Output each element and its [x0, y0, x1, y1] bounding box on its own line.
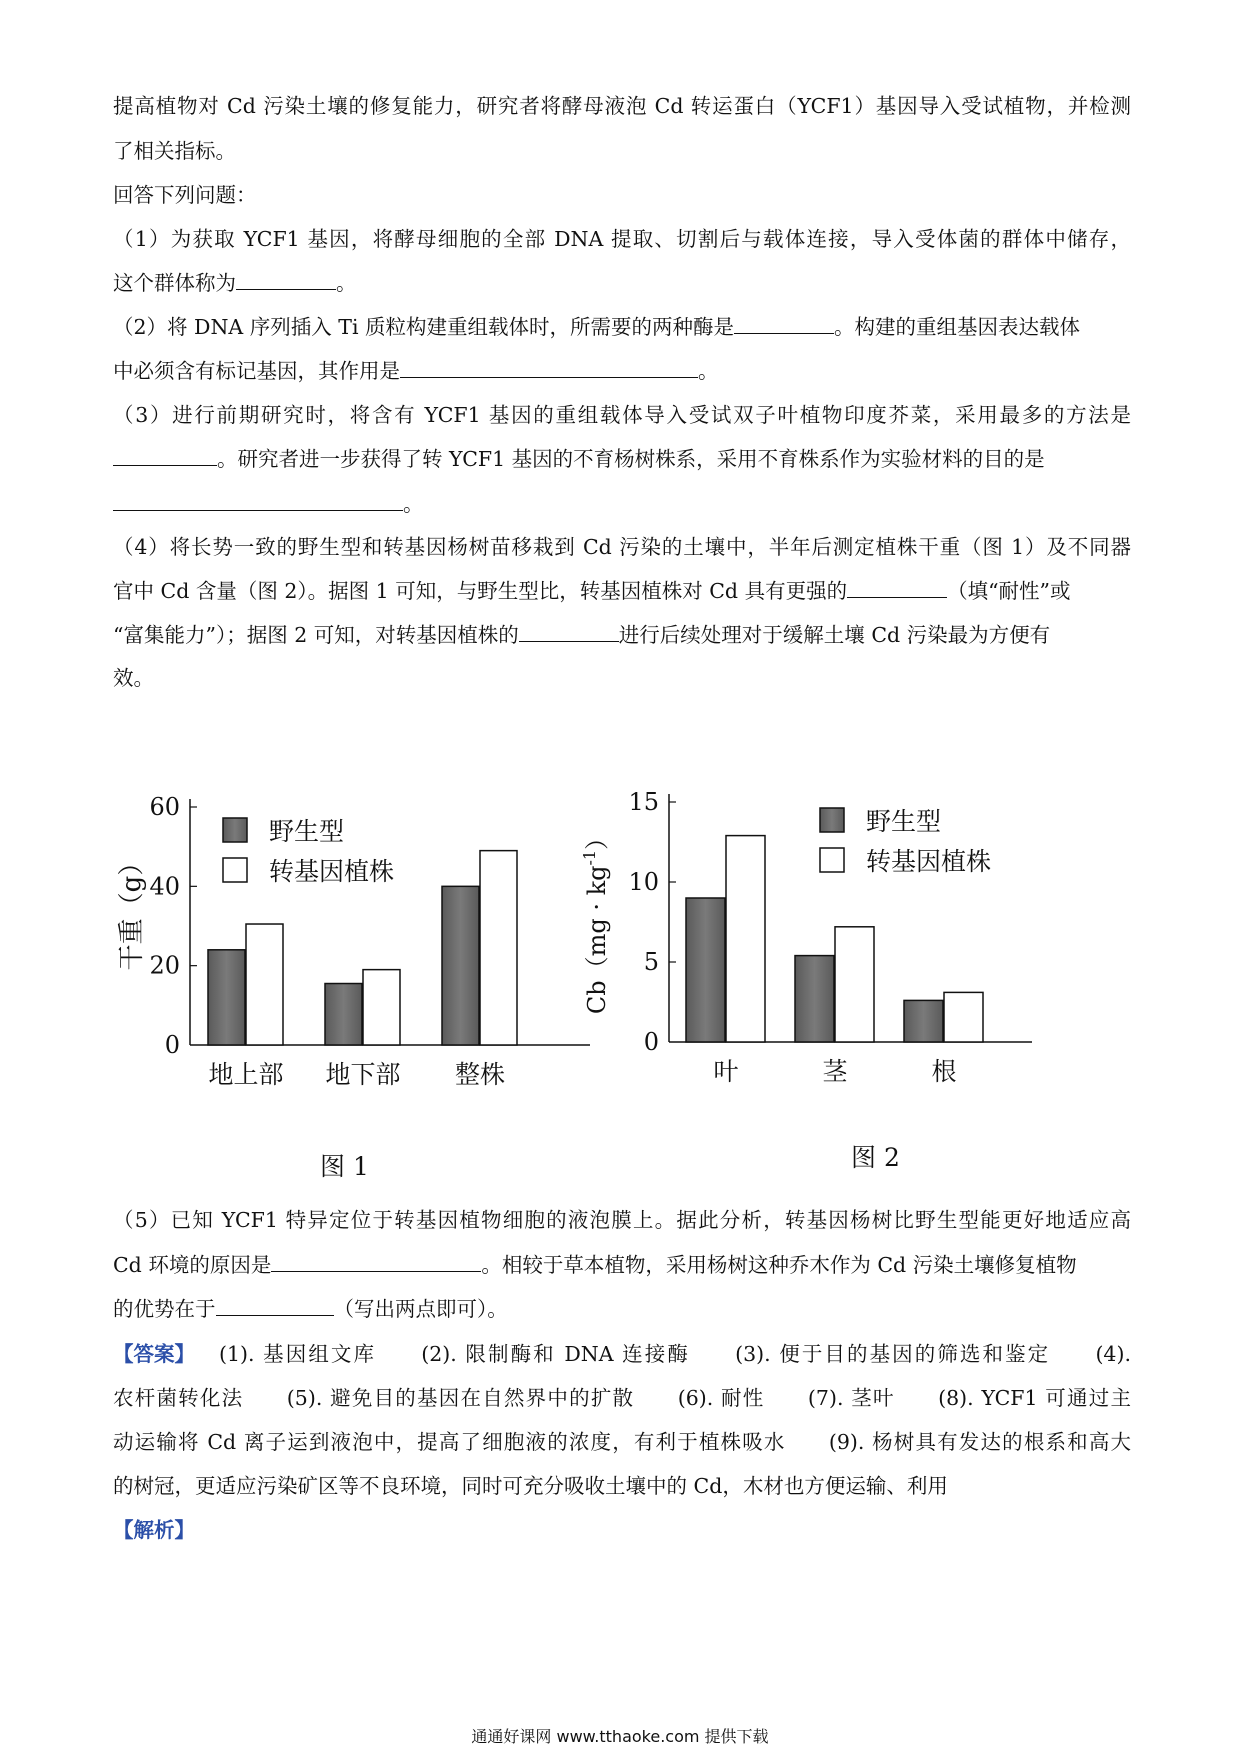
q2-end: 。: [698, 359, 719, 383]
bar-wild-type: [904, 1000, 943, 1042]
bar-transgenic: [246, 924, 283, 1045]
y-tick-label: 15: [628, 788, 659, 816]
bar-wild-type: [795, 956, 834, 1042]
legend-label: 转基因植株: [269, 857, 395, 886]
q5-line-3: [113, 1295, 508, 1323]
bar-transgenic: [835, 927, 874, 1042]
figure-2-chart: [580, 775, 1140, 1175]
y-tick-label: 0: [164, 1031, 180, 1059]
q3-end: 。: [403, 492, 424, 516]
y-tick-label: 20: [149, 951, 180, 980]
legend-swatch: [820, 848, 844, 872]
figure-1-caption: 图 1: [320, 1152, 369, 1181]
q2-answer-blank-1[interactable]: [734, 313, 834, 334]
q4-answer-blank-1[interactable]: [847, 577, 947, 598]
q4-line-1: （4）将长势一致的野生型和转基因杨树苗移栽到 Cd 污染的土壤中，半年后测定植株干重（图 1）及不同器: [113, 535, 1131, 559]
legend-swatch: [223, 818, 247, 842]
legend-swatch: [820, 808, 844, 832]
intro-line-1: 提高植物对 Cd 污染土壤的修复能力，研究者将酵母液泡 Cd 转运蛋白（YCF1）基因导入受试植物，并检测: [113, 94, 1131, 118]
q1-end: 。: [336, 271, 357, 295]
x-tick-label: 叶: [713, 1057, 739, 1086]
bar-wild-type: [686, 898, 725, 1042]
q2-line-2: [113, 357, 719, 385]
q5-line-1: （5）已知 YCF1 特异定位于转基因植物细胞的液泡膜上。据此分析，转基因杨树比野生型能更好地适应高: [113, 1208, 1131, 1232]
q5-text-b: 。相较于草本植物，采用杨树这种乔木作为 Cd 污染土壤修复植物: [481, 1253, 1077, 1277]
q3-text-b: 。研究者进一步获得了转 YCF1 基因的不育杨树株系，采用不育株系作为实验材料的目的是: [217, 447, 1045, 471]
y-tick-label: 40: [149, 872, 180, 901]
q3-line-2: [113, 445, 1045, 473]
q3-answer-blank-1[interactable]: [113, 445, 217, 466]
legend-label: 转基因植株: [866, 847, 992, 876]
q4-answer-blank-2[interactable]: [519, 621, 619, 642]
q5-text-d: （写出两点即可）。: [333, 1297, 508, 1321]
q2-text-a: （2）将 DNA 序列插入 Ti 质粒构建重组载体时，所需要的两种酶是: [113, 315, 735, 339]
q5-text-c: 的优势在于: [113, 1297, 216, 1321]
answer-text-1: (1). 基因组文库 (2). 限制酶和 DNA 连接酶 (3). 便于目的基因的筛选和鉴定 (4).: [219, 1342, 1131, 1366]
q3-line-1: （3）进行前期研究时，将含有 YCF1 基因的重组载体导入受试双子叶植物印度芥菜，采用最多的方法是: [113, 403, 1131, 427]
bar-transgenic: [480, 851, 517, 1045]
q5-answer-blank-2[interactable]: [216, 1295, 334, 1316]
bar-wild-type: [442, 886, 479, 1045]
q3-answer-blank-2[interactable]: [113, 490, 403, 511]
answer-line-3: 动运输将 Cd 离子运到液泡中，提高了细胞液的浓度，有利于植株吸水 (9). 杨树具有发达的根系和高大: [113, 1430, 1131, 1454]
figure-2-caption: 图 2: [851, 1143, 900, 1172]
q2-text-b: 。构建的重组基因表达载体: [834, 315, 1081, 339]
answer-line-1: [113, 1340, 1131, 1368]
x-tick-label: 地下部: [325, 1060, 401, 1089]
bar-wild-type: [208, 950, 245, 1045]
bar-transgenic: [363, 970, 400, 1045]
q5-text-a: Cd 环境的原因是: [113, 1253, 272, 1277]
q4-text-d: 进行后续处理对于缓解土壤 Cd 污染最为方便有: [618, 623, 1051, 647]
prompt: 回答下列问题：: [113, 183, 257, 207]
legend-label: 野生型: [866, 807, 942, 836]
q5-answer-blank-1[interactable]: [271, 1251, 481, 1272]
answer-label: 【答案】: [113, 1342, 195, 1366]
x-tick-label: 根: [931, 1057, 957, 1086]
answer-line-2: 农杆菌转化法 (5). 避免目的基因在自然界中的扩散 (6). 耐性 (7). 茎叶 (8). YCF1 可通过主: [113, 1386, 1131, 1410]
y-tick-label: 0: [643, 1028, 659, 1056]
answer-line-4: 的树冠，更适应污染矿区等不良环境，同时可充分吸收土壤中的 Cd，木材也方便运输、利用: [113, 1474, 948, 1498]
q1-line-2: [113, 269, 357, 297]
bar-transgenic: [944, 992, 983, 1042]
q2-text-c: 中必须含有标记基因，其作用是: [113, 359, 400, 383]
q1-line-1: （1）为获取 YCF1 基因，将酵母细胞的全部 DNA 提取、切割后与载体连接，导入受体菌的群体中储存，: [113, 227, 1131, 251]
intro-line-2: 了相关指标。: [113, 139, 236, 163]
q4-line-2: [113, 577, 1071, 605]
x-tick-label: 茎: [822, 1057, 848, 1086]
y-tick-label: 60: [149, 793, 180, 821]
y-axis-title: $Cb(mg \cdot kg^{-1})$: [580, 825, 611, 1015]
q4-text-a: 官中 Cd 含量（图 2）。据图 1 可知，与野生型比，转基因植株对 Cd 具有更强的: [113, 579, 848, 603]
y-axis-title: 干重（g）: [117, 849, 147, 971]
q4-line-4: 效。: [113, 666, 154, 690]
q4-text-b: （填“耐性”或: [947, 579, 1071, 603]
q3-line-3: [113, 490, 424, 518]
q1-answer-blank[interactable]: [236, 269, 336, 290]
bar-wild-type: [325, 984, 362, 1045]
q5-line-2: [113, 1251, 1077, 1279]
x-tick-label: 地上部: [208, 1060, 284, 1089]
q4-text-c: “富集能力”）；据图 2 可知，对转基因植株的: [113, 623, 519, 647]
bar-transgenic: [726, 836, 765, 1042]
y-tick-label: 5: [643, 948, 659, 976]
footer-watermark: 通通好课网 www.tthaoke.com 提供下载: [471, 1727, 769, 1746]
q2-line-1: [113, 313, 1080, 341]
x-tick-label: 整株: [454, 1060, 506, 1089]
q2-answer-blank-2[interactable]: [400, 357, 698, 378]
figure-1-chart: [117, 780, 595, 1180]
q4-line-3: [113, 621, 1050, 649]
q1-text: 这个群体称为: [113, 271, 236, 295]
y-tick-label: 10: [628, 868, 659, 896]
legend-swatch: [223, 858, 247, 882]
legend-label: 野生型: [269, 817, 345, 846]
analysis-label: 【解析】: [113, 1518, 195, 1542]
